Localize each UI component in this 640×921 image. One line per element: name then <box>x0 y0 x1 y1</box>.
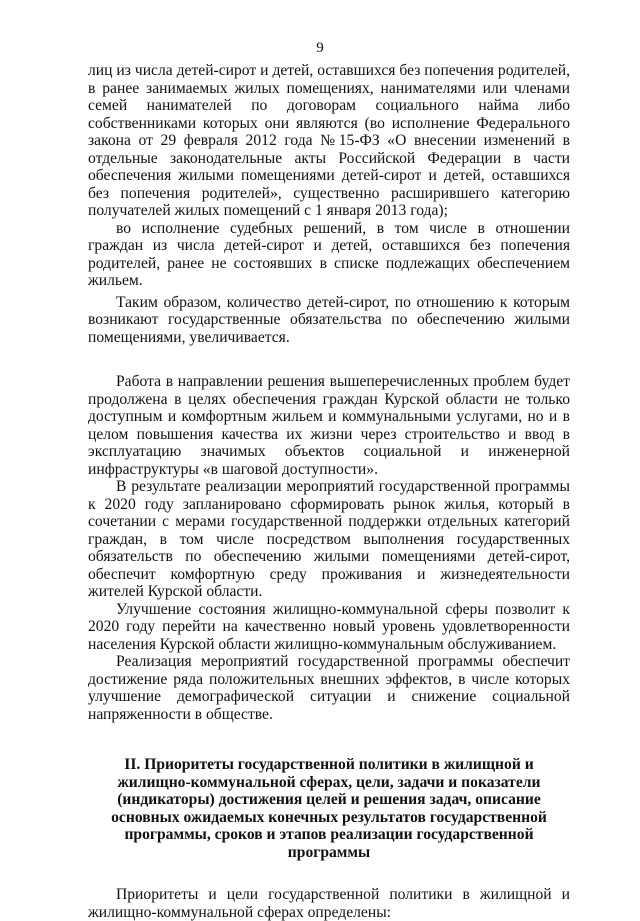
paragraph-work-direction: Работа в направлении решения вышеперечисленных проблем будет продолжена в целях обеспечения граждан Курской области не только доступным и комфортным жильем и коммунальными услугами, но и в целом повышения качества их жизни через строительство и ввод в эксплуатацию значимых объектов социальной и инженерной инфраструктуры «в шаговой доступности». <box>88 373 570 478</box>
paragraph-external-effects: Реализация мероприятий государственной программы обеспечит достижение ряда положительных внешних эффектов, в числе которых улучшение демографической ситуации и снижение социальной напряженности в обществе. <box>88 653 570 723</box>
document-body <box>88 62 570 921</box>
paragraph-court-decisions: во исполнение судебных решений, в том числе в отношении граждан из числа детей-сирот и детей, оставшихся без попечения родителей, ранее не состоявших в списке подлежащих обеспечением жильем. <box>88 219 570 289</box>
paragraph-housing-market-2020: В результате реализации мероприятий государственной программы к 2020 году запланировано сформировать рынок жилья, который в сочетании с мерами государственной поддержки отдельных категорий граждан, в том числе посредством выполнения государственных обязательств по обеспечению жилыми помещениями детей-сирот, обеспечит комфортную среду проживания и жизнедеятельности жителей Курской области. <box>88 478 570 600</box>
paragraph-priorities-defined: Приоритеты и цели государственной политики в жилищной и жилищно-коммунальной сферах определены: <box>88 886 570 921</box>
section-heading: II. Приоритеты государственной политики в жилищной и жилищно-коммунальной сферах, цели, задачи и показатели (индикаторы) достижения целей и решения задач, описание основных ожидаемых конечных результатов государственной программы, сроков и этапов реализации государственной программы <box>111 756 547 861</box>
paragraph-utilities-improvement: Улучшение состояния жилищно-коммунальной сферы позволит к 2020 году перейти на качественно новый уровень удовлетворенности населения Курской области жилищно-коммунальным обслуживанием. <box>88 600 570 653</box>
page-number: 9 <box>316 40 324 56</box>
paragraph-orphans-housing-continued: лиц из числа детей-сирот и детей, оставшихся без попечения родителей, в ранее занимаемых жилых помещениях, нанимателями или членами семей нанимателей по договорам социального найма либо собственниками которых они являются (во исполнение Федерального закона от 29 февраля 2012 года №15-ФЗ «О внесении изменений в отдельные законодательные акты Российской Федерации в части обеспечения жилыми помещениями детей-сирот и детей, оставшихся без попечения родителей», существенно расширившего категорию получателей жилых помещений с 1 января 2013 года); <box>88 62 570 219</box>
paragraph-obligations-increase: Таким образом, количество детей-сирот, по отношению к которым возникают государственные обязательства по обеспечению жилыми помещениями, увеличивается. <box>88 293 570 346</box>
